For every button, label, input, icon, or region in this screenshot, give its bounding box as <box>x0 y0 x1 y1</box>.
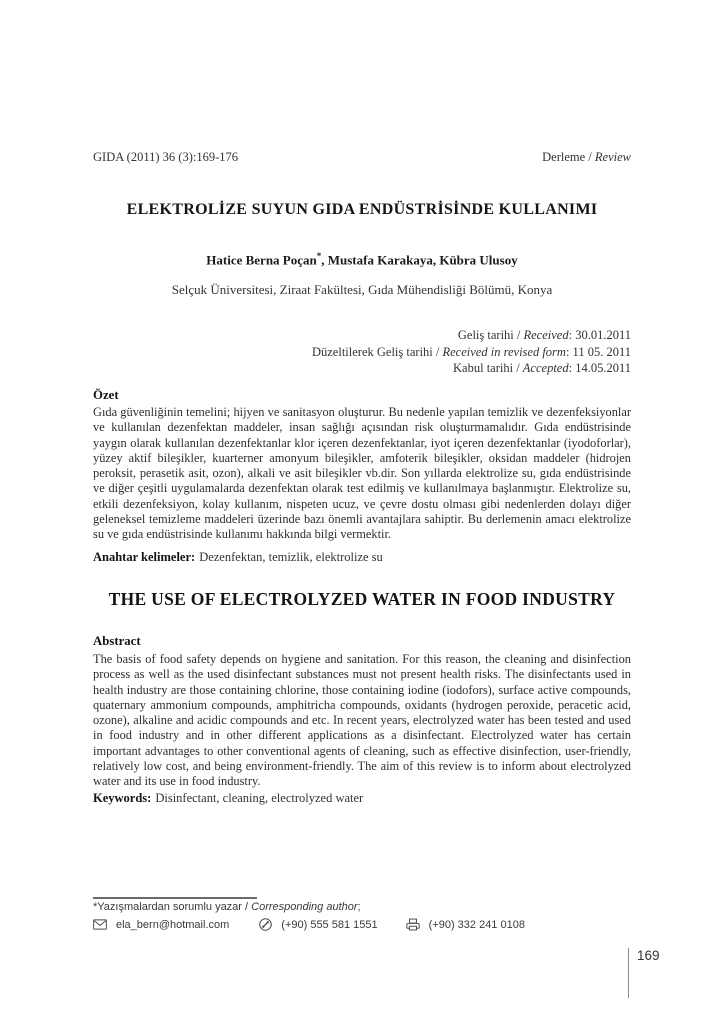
telephone-icon <box>259 918 272 931</box>
article-type-review-italic: Review <box>594 150 631 164</box>
page-number: 169 <box>637 948 660 963</box>
footnote-italic: Corresponding author <box>251 901 358 913</box>
title-turkish: ELEKTROLİZE SUYUN GIDA ENDÜSTRİSİNDE KULLANIMI <box>126 201 598 218</box>
email-address: ela_bern@hotmail.com <box>116 918 230 931</box>
date-revised-italic: Received in revised form <box>442 344 566 359</box>
keywords-value: Disinfectant, cleaning, electrolyzed water <box>155 791 364 805</box>
date-revised-value: : 11 05. 2011 <box>565 344 631 359</box>
author-first: Hatice Berna Poçan <box>206 252 317 268</box>
date-received-value: : 30.01.2011 <box>568 328 631 342</box>
article-type <box>542 150 631 165</box>
date-accepted-label: Kabul tarihi / <box>453 361 523 375</box>
article-type-prefix: Derleme / <box>542 150 595 164</box>
dates-block <box>93 327 631 377</box>
corresponding-author-note <box>93 901 631 913</box>
abstract-heading: Abstract <box>93 634 141 648</box>
contact-line <box>93 918 631 931</box>
authors-rest: , Mustafa Karakaya, Kübra Ulusoy <box>321 252 518 268</box>
journal-citation: GIDA (2011) 36 (3):169-176 <box>93 150 239 164</box>
journal-header <box>93 150 631 165</box>
fax-icon <box>406 918 420 931</box>
envelope-icon <box>93 919 107 930</box>
anahtar-kelimeler-value: Dezenfektan, temizlik, elektrolize su <box>199 550 383 564</box>
page-number-box <box>628 948 660 998</box>
date-accepted-value: : 14.05.2011 <box>568 361 631 375</box>
footnote-suffix: ; <box>357 901 361 913</box>
keywords-line <box>93 791 631 806</box>
keywords-label: Keywords: <box>93 791 152 805</box>
ozet-body: Gıda güvenliğinin temelini; hijyen ve sanitasyon oluşturur. Bu nedenle yapılan temizlik ve dezenfeksiyonlar ve kullanılan dezenfektan maddeler, insan sağlığı açısından risk oluşturmamalıdır. Gıda endüstrisinde yaygın olarak kullanılan dezenfektanlar klor içeren dezenfektanlar, iyot içeren dezenfektanlar (iyodoforlar), yüzey aktif bileşikler, kuarterner amonyum bileşikler, amfoterik bileşikler, oksidan maddeler (hidrojen peroksit, perasetik asit, ozon), alkali ve asit bileşikler vb.dir. Son yıllarda elektrolize su, gıda endüstrisinde ve diğer çeşitli uygulamalarda dezenfektan olarak test edilmiş ve kullanılmaya başlanmıştır. Elektrolize su, etkili dezenfeksiyon, kolay kullanım, nispeten ucuz, ve çevre dostu olması gibi nedenlerden dolayı diğer geleneksel temizleme maddeleri üzerinde bazı önemli avantajlara sahiptir. Bu derlemenin amacı elektrolize su ve gıda endüstrisinde kullanımı hakkında bilgi vermektir. <box>93 405 631 542</box>
date-revised <box>93 344 631 361</box>
date-received <box>93 327 631 344</box>
anahtar-kelimeler-line <box>93 550 631 565</box>
date-received-italic: Received <box>523 328 569 342</box>
date-received-label: Geliş tarihi / <box>457 328 524 342</box>
title-english: THE USE OF ELECTROLYZED WATER IN FOOD INDUSTRY <box>108 589 616 609</box>
footnote-prefix: *Yazışmalardan sorumlu yazar / <box>93 901 252 913</box>
fax-number: (+90) 332 241 0108 <box>428 918 525 931</box>
ozet-heading: Özet <box>93 388 119 402</box>
corresponding-author-asterisk: * <box>316 251 322 261</box>
date-accepted-italic: Accepted <box>522 361 569 375</box>
abstract-body: The basis of food safety depends on hygiene and sanitation. For this reason, the cleaning and disinfection process as well as the used disinfectant substances must not present health risks. The disinfectants used in health industry are those containing chlorine, those containing iodine (iodofors), surface active compounds, quaternary ammonium compounds, amphitricha compounds, oxidants (hydrogen peroxide, peracetic acid, ozone), alkaline and acidic compounds and etc. In recent years, electrolyzed water has been tested and used in food industry and in other different applications as a disinfectant. Electrolyzed water has certain important advantages to other conventional agents of cleaning, such as effective disinfection, user-friendly, relatively low cost, and being environment-friendly. The aim of this review is to inform about electrolyzed water and its use in food industry. <box>93 652 631 789</box>
footnote-rule <box>93 897 257 899</box>
phone-number: (+90) 555 581 1551 <box>281 918 378 931</box>
date-revised-label: Düzeltilerek Geliş tarihi / <box>311 344 443 359</box>
affiliation-line: Selçuk Üniversitesi, Ziraat Fakültesi, Gıda Mühendisliği Bölümü, Konya <box>171 282 553 297</box>
date-accepted <box>93 360 631 377</box>
anahtar-kelimeler-label: Anahtar kelimeler: <box>93 550 196 564</box>
authors-line <box>93 251 631 268</box>
